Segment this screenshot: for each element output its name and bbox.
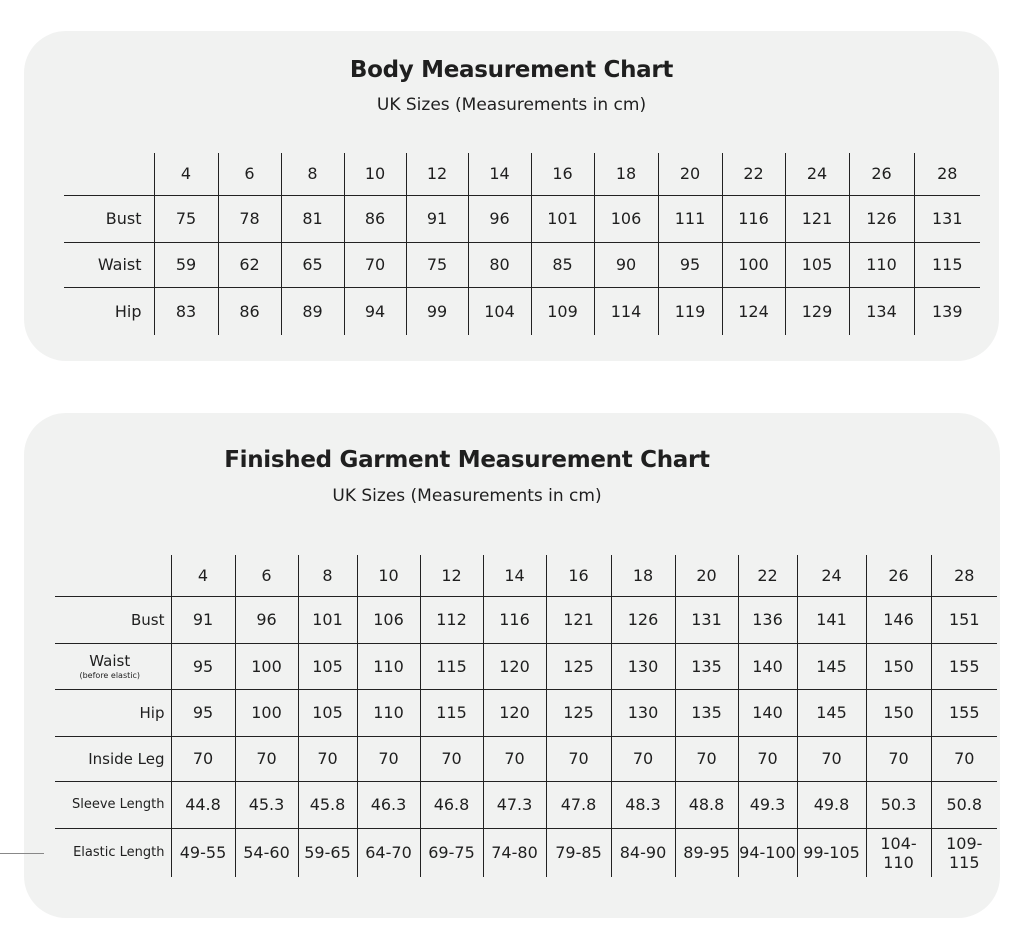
size-header-row — [55, 555, 997, 596]
size-header-26: 26 — [866, 555, 931, 596]
size-header-10: 10 — [344, 153, 406, 195]
garment-chart-subtitle: UK Sizes (Measurements in cm) — [332, 486, 602, 506]
cell-bust-size-18: 126 — [611, 596, 675, 643]
cell-waist-size-6: 62 — [218, 242, 281, 287]
cell-sleeve-length-size-16: 47.8 — [546, 781, 611, 828]
cell-hip-size-16: 125 — [546, 689, 611, 736]
cell-elastic-length-size-24: 99-105 — [797, 828, 866, 877]
cell-bust-size-4: 75 — [154, 195, 218, 242]
cell-bust-size-24: 141 — [797, 596, 866, 643]
cell-waist-size-10: 110 — [357, 643, 420, 689]
header-corner — [55, 555, 171, 596]
row-label-text: Waist — [97, 255, 142, 274]
cell-waist-size-22: 140 — [738, 643, 797, 689]
cell-bust-size-14: 96 — [468, 195, 531, 242]
row-inside-leg — [55, 736, 997, 781]
cell-inside-leg-size-16: 70 — [546, 736, 611, 781]
cell-waist-size-12: 75 — [406, 242, 468, 287]
cell-waist-size-4: 95 — [171, 643, 235, 689]
row-label-text: Elastic Length — [73, 845, 165, 861]
cell-elastic-length-size-8: 59-65 — [298, 828, 357, 877]
cell-waist-size-26: 110 — [849, 242, 914, 287]
cell-elastic-length-size-26: 104-110 — [866, 828, 931, 877]
cell-inside-leg-size-14: 70 — [483, 736, 546, 781]
row-label-sleeve-length — [55, 781, 171, 828]
cell-waist-size-4: 59 — [154, 242, 218, 287]
cell-waist-size-16: 125 — [546, 643, 611, 689]
row-label-bust — [64, 195, 154, 242]
cell-hip-size-8: 89 — [281, 287, 344, 335]
cell-sleeve-length-size-6: 45.3 — [235, 781, 298, 828]
cell-elastic-length-size-20: 89-95 — [675, 828, 738, 877]
row-sleeve-length — [55, 781, 997, 828]
cell-hip-size-26: 150 — [866, 689, 931, 736]
cell-hip-size-18: 130 — [611, 689, 675, 736]
cell-elastic-length-size-10: 64-70 — [357, 828, 420, 877]
cell-elastic-length-size-4: 49-55 — [171, 828, 235, 877]
row-elastic-length — [55, 828, 997, 877]
row-label-text: Hip — [114, 301, 142, 321]
cell-waist-size-6: 100 — [235, 643, 298, 689]
cell-inside-leg-size-6: 70 — [235, 736, 298, 781]
cell-waist-size-10: 70 — [344, 242, 406, 287]
cell-hip-size-14: 120 — [483, 689, 546, 736]
body-measurement-card — [24, 31, 999, 361]
row-hip — [64, 287, 980, 335]
cell-sleeve-length-size-10: 46.3 — [357, 781, 420, 828]
size-header-14: 14 — [468, 153, 531, 195]
cell-waist-size-28: 155 — [931, 643, 997, 689]
row-label-inside-leg — [55, 736, 171, 781]
body-chart-subtitle: UK Sizes (Measurements in cm) — [376, 95, 647, 115]
size-header-row — [64, 153, 980, 195]
cell-inside-leg-size-12: 70 — [420, 736, 483, 781]
cell-waist-size-16: 85 — [531, 242, 594, 287]
cell-bust-size-12: 91 — [406, 195, 468, 242]
cell-hip-size-24: 129 — [785, 287, 849, 335]
size-header-26: 26 — [849, 153, 914, 195]
size-header-14: 14 — [483, 555, 546, 596]
cell-bust-size-4: 91 — [171, 596, 235, 643]
size-header-16: 16 — [546, 555, 611, 596]
cell-hip-size-18: 114 — [594, 287, 658, 335]
pointer-line — [0, 853, 44, 854]
size-header-4: 4 — [154, 153, 218, 195]
row-hip — [55, 689, 997, 736]
cell-sleeve-length-size-24: 49.8 — [797, 781, 866, 828]
cell-elastic-length-size-12: 69-75 — [420, 828, 483, 877]
cell-elastic-length-size-22: 94-100 — [738, 828, 797, 877]
cell-hip-size-28: 139 — [914, 287, 980, 335]
cell-waist-size-18: 90 — [594, 242, 658, 287]
size-header-18: 18 — [594, 153, 658, 195]
cell-hip-size-8: 105 — [298, 689, 357, 736]
cell-waist-size-20: 95 — [658, 242, 722, 287]
body-measurement-table — [64, 153, 980, 335]
cell-elastic-length-size-6: 54-60 — [235, 828, 298, 877]
cell-inside-leg-size-28: 70 — [931, 736, 997, 781]
cell-hip-size-10: 94 — [344, 287, 406, 335]
row-label-text: Bust — [131, 610, 165, 629]
cell-bust-size-26: 146 — [866, 596, 931, 643]
cell-inside-leg-size-22: 70 — [738, 736, 797, 781]
cell-sleeve-length-size-8: 45.8 — [298, 781, 357, 828]
cell-sleeve-length-size-28: 50.8 — [931, 781, 997, 828]
cell-inside-leg-size-20: 70 — [675, 736, 738, 781]
cell-hip-size-4: 83 — [154, 287, 218, 335]
cell-waist-size-14: 120 — [483, 643, 546, 689]
cell-bust-size-18: 106 — [594, 195, 658, 242]
size-header-10: 10 — [357, 555, 420, 596]
row-label-text: Bust — [105, 209, 142, 228]
cell-inside-leg-size-24: 70 — [797, 736, 866, 781]
size-header-6: 6 — [235, 555, 298, 596]
cell-inside-leg-size-4: 70 — [171, 736, 235, 781]
cell-hip-size-16: 109 — [531, 287, 594, 335]
cell-bust-size-6: 78 — [218, 195, 281, 242]
row-waist — [55, 643, 997, 689]
cell-bust-size-26: 126 — [849, 195, 914, 242]
row-waist — [64, 242, 980, 287]
size-header-8: 8 — [298, 555, 357, 596]
cell-bust-size-24: 121 — [785, 195, 849, 242]
cell-bust-size-20: 111 — [658, 195, 722, 242]
cell-bust-size-8: 81 — [281, 195, 344, 242]
cell-inside-leg-size-8: 70 — [298, 736, 357, 781]
cell-bust-size-16: 121 — [546, 596, 611, 643]
cell-bust-size-8: 101 — [298, 596, 357, 643]
cell-waist-size-22: 100 — [722, 242, 785, 287]
cell-bust-size-20: 131 — [675, 596, 738, 643]
garment-chart-title: Finished Garment Measurement Chart — [224, 447, 710, 473]
cell-bust-size-16: 101 — [531, 195, 594, 242]
cell-sleeve-length-size-26: 50.3 — [866, 781, 931, 828]
cell-bust-size-22: 116 — [722, 195, 785, 242]
row-label-text: Inside Leg — [88, 749, 165, 768]
size-header-20: 20 — [658, 153, 722, 195]
row-label-bust — [55, 596, 171, 643]
row-label-waist — [64, 242, 154, 287]
body-chart-title: Body Measurement Chart — [349, 57, 674, 83]
size-header-28: 28 — [914, 153, 980, 195]
cell-bust-size-28: 131 — [914, 195, 980, 242]
cell-bust-size-14: 116 — [483, 596, 546, 643]
size-header-28: 28 — [931, 555, 997, 596]
row-label-elastic-length — [55, 828, 171, 877]
size-header-24: 24 — [785, 153, 849, 195]
cell-bust-size-22: 136 — [738, 596, 797, 643]
row-label-text: Hip — [139, 703, 165, 722]
cell-bust-size-6: 96 — [235, 596, 298, 643]
size-header-22: 22 — [738, 555, 797, 596]
cell-waist-size-14: 80 — [468, 242, 531, 287]
cell-sleeve-length-size-20: 48.8 — [675, 781, 738, 828]
cell-hip-size-22: 124 — [722, 287, 785, 335]
cell-hip-size-22: 140 — [738, 689, 797, 736]
cell-sleeve-length-size-14: 47.3 — [483, 781, 546, 828]
cell-elastic-length-size-14: 74-80 — [483, 828, 546, 877]
size-header-6: 6 — [218, 153, 281, 195]
cell-bust-size-28: 151 — [931, 596, 997, 643]
size-header-24: 24 — [797, 555, 866, 596]
cell-hip-size-6: 86 — [218, 287, 281, 335]
cell-waist-size-8: 105 — [298, 643, 357, 689]
cell-elastic-length-size-18: 84-90 — [611, 828, 675, 877]
cell-hip-size-24: 145 — [797, 689, 866, 736]
size-header-22: 22 — [722, 153, 785, 195]
cell-hip-size-12: 115 — [420, 689, 483, 736]
cell-waist-size-8: 65 — [281, 242, 344, 287]
cell-waist-size-20: 135 — [675, 643, 738, 689]
header-corner — [64, 153, 154, 195]
cell-elastic-length-size-16: 79-85 — [546, 828, 611, 877]
cell-sleeve-length-size-22: 49.3 — [738, 781, 797, 828]
cell-hip-size-26: 134 — [849, 287, 914, 335]
row-label-text: Waist — [89, 652, 131, 670]
cell-hip-size-28: 155 — [931, 689, 997, 736]
row-label-waist — [55, 643, 171, 689]
size-header-16: 16 — [531, 153, 594, 195]
cell-inside-leg-size-26: 70 — [866, 736, 931, 781]
row-label-hip — [55, 689, 171, 736]
cell-hip-size-20: 135 — [675, 689, 738, 736]
cell-bust-size-10: 86 — [344, 195, 406, 242]
cell-bust-size-12: 112 — [420, 596, 483, 643]
cell-hip-size-14: 104 — [468, 287, 531, 335]
cell-sleeve-length-size-18: 48.3 — [611, 781, 675, 828]
size-header-12: 12 — [420, 555, 483, 596]
cell-bust-size-10: 106 — [357, 596, 420, 643]
size-header-18: 18 — [611, 555, 675, 596]
cell-hip-size-6: 100 — [235, 689, 298, 736]
cell-hip-size-20: 119 — [658, 287, 722, 335]
cell-waist-size-24: 145 — [797, 643, 866, 689]
cell-inside-leg-size-18: 70 — [611, 736, 675, 781]
size-header-20: 20 — [675, 555, 738, 596]
cell-inside-leg-size-10: 70 — [357, 736, 420, 781]
cell-sleeve-length-size-4: 44.8 — [171, 781, 235, 828]
cell-waist-size-26: 150 — [866, 643, 931, 689]
row-label-hip — [64, 287, 154, 335]
size-header-8: 8 — [281, 153, 344, 195]
cell-waist-size-18: 130 — [611, 643, 675, 689]
size-header-4: 4 — [171, 555, 235, 596]
cell-waist-size-28: 115 — [914, 242, 980, 287]
size-header-12: 12 — [406, 153, 468, 195]
garment-measurement-card — [24, 413, 1000, 918]
row-label-text: Sleeve Length — [71, 797, 165, 812]
cell-waist-size-24: 105 — [785, 242, 849, 287]
cell-hip-size-12: 99 — [406, 287, 468, 335]
cell-hip-size-4: 95 — [171, 689, 235, 736]
cell-elastic-length-size-28: 109-115 — [931, 828, 997, 877]
row-bust — [64, 195, 980, 242]
cell-hip-size-10: 110 — [357, 689, 420, 736]
row-label-note: (before elastic) — [79, 671, 140, 680]
garment-measurement-table — [55, 555, 997, 877]
cell-waist-size-12: 115 — [420, 643, 483, 689]
row-bust — [55, 596, 997, 643]
cell-sleeve-length-size-12: 46.8 — [420, 781, 483, 828]
